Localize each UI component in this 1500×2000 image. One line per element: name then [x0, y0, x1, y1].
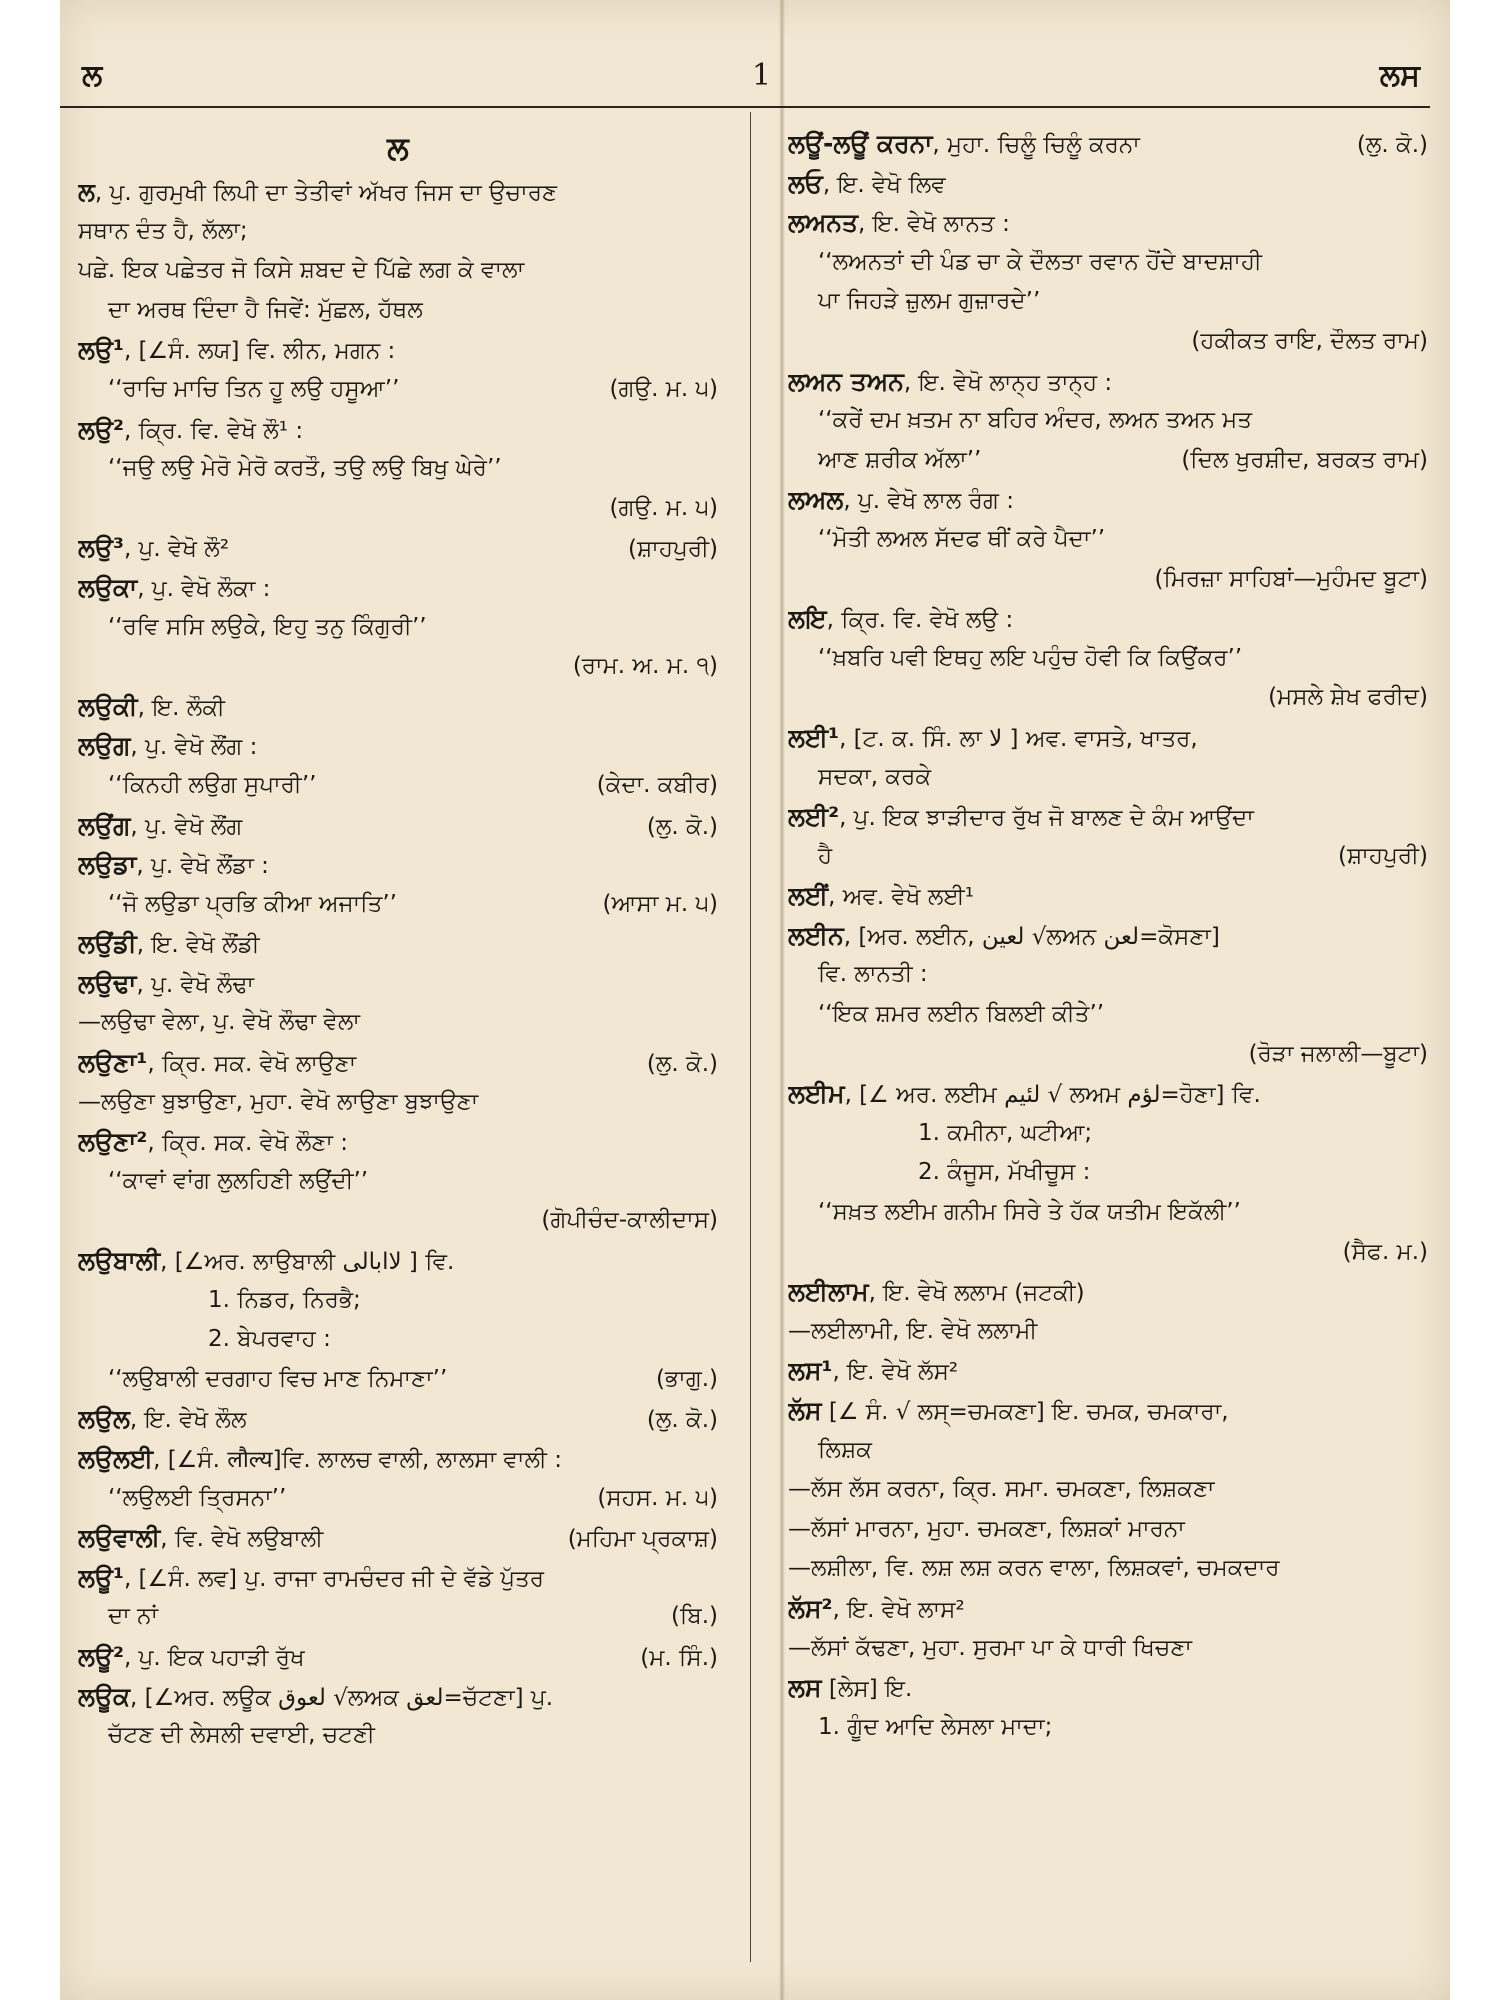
entry-text [78, 924, 260, 966]
entry-line [78, 1043, 718, 1083]
entry-line [78, 647, 718, 687]
source-citation: (ਹਕੀਕਤ ਰਾਇ, ਦੌਲਤ ਰਾਮ) [1191, 327, 1428, 354]
headword: ਲਉਲਈ [78, 1444, 154, 1473]
entry-line [788, 441, 1428, 481]
entry-text [788, 797, 1254, 839]
headword: ਲਉਂਡੀ [78, 929, 137, 959]
entry-text [78, 1241, 454, 1283]
entry-line [78, 489, 718, 529]
headword: ਲਉਕਾ [78, 572, 138, 602]
definition-text: ਦਾ ਅਰਥ ਦਿੰਦਾ ਹੈ ਜਿਵੇਂ: ਮੁੱਛਲ, ਹੱਥਲ [108, 296, 423, 323]
definition-text: , ਪੁ. ਵੇਖੋ ਲਾਲ ਰੰਗ : [843, 488, 1014, 515]
entry-text [78, 1122, 348, 1164]
definition-text: [ਲੇਸ] ਇ. [821, 1676, 913, 1703]
definition-text: , ਪੁ. ਵੇਖੋ ਲੌਢਾ [136, 971, 254, 998]
source-citation: (ਗੋਪੀਚੰਦ-ਕਾਲੀਦਾਸ) [541, 1207, 718, 1234]
headword: ਲਈਂ [788, 881, 829, 911]
entry-line [788, 1549, 1428, 1589]
entry-text [788, 718, 1198, 760]
entry-text [818, 520, 1105, 560]
source-citation: (ਸ਼ਾਹਪੁਰੀ) [1338, 842, 1428, 869]
definition-text: , ਇ. ਵੇਖੋ ਲੌਲ [129, 1407, 247, 1434]
source-citation: (ਮਹਿਮਾ ਪ੍ਰਕਾਸ਼) [567, 1526, 718, 1553]
entry-line [78, 1479, 718, 1519]
column-divider [750, 112, 751, 1962]
definition-text: , ਪੁ. ਵੇਖੋ ਲੌਂਡਾ : [136, 853, 269, 880]
headword: ਲਉਂਗ [78, 810, 131, 840]
entry-text [78, 1518, 323, 1560]
definition-text: , ਕ੍ਰਿ. ਵਿ. ਵੇਖੋ ਲਉ : [826, 607, 1014, 634]
headword: ਲਅਲ [788, 485, 844, 515]
entry-text [78, 726, 257, 768]
entry-line [788, 243, 1428, 283]
entry-line [788, 401, 1428, 441]
definition-text: ਸਦਕਾ, ਕਰਕੇ [818, 763, 932, 790]
entry-line [788, 124, 1428, 164]
entry-text [818, 1431, 872, 1471]
headword: ਲਸ¹ [788, 1356, 833, 1386]
entry-text [788, 164, 946, 206]
entry-text [818, 441, 981, 481]
definition-text: ‘‘ਲਉਲਈ ਤ੍ਰਿਸਨਾ’’ [108, 1484, 287, 1511]
definition-text: ‘‘ਲਅਨਤਾਂ ਦੀ ਪੰਡ ਚਾ ਕੇ ਦੌਲਤਾ ਰਵਾਨ ਹੋਂਦੇ ਬਾਦਸ਼ਾਹੀ [818, 248, 1262, 275]
definition-text: ‘‘ਜਉ ਲਉ ਮੇਰੋ ਮੇਰੋ ਕਰਤੌ, ਤਉ ਲਉ ਬਿਖੁ ਘੇਰੇ’’ [108, 455, 502, 482]
entry-line [78, 726, 718, 766]
entry-line [788, 1114, 1428, 1154]
entry-text [78, 964, 254, 1006]
entry-line [788, 995, 1428, 1035]
source-citation: (ਦਿਲ ਖੁਰਸ਼ੀਦ, ਬਰਕਤ ਰਾਮ) [1181, 446, 1428, 473]
entry-text [788, 1668, 912, 1710]
entry-text [818, 243, 1262, 283]
entry-text [818, 401, 1252, 441]
source-citation: (ਕੇਦਾ. ਕਬੀਰ) [596, 771, 718, 798]
entry-line [78, 370, 718, 410]
entry-line [78, 1122, 718, 1162]
definition-text: 1. ਕਮੀਨਾ, ਘਟੀਆ; [918, 1119, 1093, 1146]
entry-line [78, 806, 718, 846]
entry-line [78, 212, 718, 252]
entry-text [78, 1003, 360, 1043]
entry-line [788, 955, 1428, 995]
headword: ਲਉਗ [78, 731, 131, 761]
entry-text [108, 1716, 375, 1756]
definition-text: , ਇ. ਲੌਕੀ [137, 694, 225, 721]
definition-text: , ਕ੍ਰਿ. ਸਕ. ਵੇਖੋ ਲਾਉਣਾ [147, 1051, 357, 1078]
entry-text [78, 330, 395, 372]
definition-text: ‘‘ਰਾਚਿ ਮਾਚਿ ਤਿਨ ਹੂ ਲਉ ਹਸੂਆ’’ [108, 375, 400, 402]
definition-text: ਪਾ ਜਿਹੜੇ ਜ਼ੁਲਮ ਗੁਜ਼ਾਰਦੇ’’ [818, 288, 1041, 315]
headword: ਲਊਕ [78, 1681, 131, 1711]
entry-line [78, 1003, 718, 1043]
definition-text: ‘‘ਲਉਬਾਲੀ ਦਰਗਾਹ ਵਿਚ ਮਾਣ ਨਿਮਾਣਾ’’ [108, 1365, 448, 1392]
entry-line [788, 203, 1428, 243]
entry-line [78, 687, 718, 727]
definition-text: ‘‘ਇਕ ਸ਼ਮਰ ਲਈਨ ਬਿਲਈ ਕੀਤੇ’’ [818, 1001, 1105, 1028]
entry-text [78, 1043, 356, 1085]
headword: ਲਸ [788, 1673, 822, 1703]
definition-text: , [∠ ਅਰ. ਲਈਮ لئیم √ ਲਅਮ لؤم=ਹੋਣਾ] ਵਿ. [844, 1082, 1261, 1109]
entry-line [78, 924, 718, 964]
entry-line [78, 1597, 718, 1637]
headword: ਲਉ¹ [78, 335, 124, 365]
entry-line [78, 251, 718, 291]
entry-text [818, 1193, 1241, 1233]
definition-text: ਹੈ [818, 842, 833, 869]
entry-line [788, 1510, 1428, 1550]
definition-text: , ਪੁ. ਇਕ ਪਹਾੜੀ ਰੁੱਖ [123, 1644, 305, 1671]
entry-text [78, 212, 248, 252]
entry-text [818, 758, 931, 798]
entry-text [78, 1677, 553, 1719]
entry-text [788, 1470, 1215, 1510]
entry-line [78, 1360, 718, 1400]
definition-text: , ਇ. ਵੇਖੋ ਲੌਂਡੀ [136, 932, 260, 959]
definition-text: —ਲਉਢਾ ਵੇਲਾ, ਪੁ. ਵੇਖੋ ਲੌਢਾ ਵੇਲਾ [78, 1009, 360, 1036]
definition-text: , [ਅਰ. ਲਈਨ, لعین √ਲਅਨ لعن=ਕੋਸਣਾ] [843, 923, 1220, 950]
entry-line [78, 1320, 718, 1360]
headword: ਲਈ¹ [788, 722, 840, 752]
headword: ਲਈਲਾਮ [788, 1277, 869, 1307]
entry-line [788, 758, 1428, 798]
running-head-right: ਲਸ [1379, 58, 1420, 93]
source-citation: (ਸਹਸ. ਮ. ੫) [597, 1484, 718, 1511]
definition-text: ‘‘ਖ਼ਬਰਿ ਪਵੀ ਇਥਹੁ ਲਇ ਪਹੁੰਚ ਹੋਵੀ ਕਿ ਕਿਉਂਕਰ’’ [818, 644, 1243, 671]
source-citation: (ਸ਼ਾਹਪੁਰੀ) [628, 536, 718, 563]
entry-line [78, 608, 718, 648]
entry-line [788, 560, 1428, 600]
headword: ਲਅਨ ਤਅਨ [788, 366, 904, 396]
definition-text: , [∠ਸੰ. लौल्य]ਵਿ. ਲਾਲਚ ਵਾਲੀ, ਲਾਲਸਾ ਵਾਲੀ : [153, 1447, 562, 1473]
entry-text [818, 282, 1040, 322]
entry-line [78, 449, 718, 489]
entry-text [788, 1312, 1037, 1352]
entry-text [788, 1272, 1085, 1314]
entry-text [108, 1479, 286, 1519]
entry-text [788, 1629, 1192, 1669]
headword: ਲਊ² [78, 1641, 124, 1671]
left-column [78, 124, 718, 1984]
entry-line [78, 1637, 718, 1677]
entry-line [78, 845, 718, 885]
definition-text: 1. ਨਿਡਰ, ਨਿਰਭੈ; [208, 1286, 361, 1313]
entry-text [108, 291, 423, 331]
definition-text: ‘‘ਕਰੇਂ ਦਮ ਖ਼ਤਮ ਨਾ ਬਹਿਰ ਅੰਦਰ, ਲਅਨ ਤਅਨ ਮਤ [818, 407, 1253, 434]
entry-text [78, 528, 229, 570]
entry-text [788, 480, 1014, 522]
entry-line [788, 282, 1428, 322]
headword: ਲਈ² [788, 802, 840, 832]
definition-text: , ਇ. ਵੇਖੋ ਲਾਨ੍ਹ ਤਾਨ੍ਹ : [903, 369, 1113, 396]
entry-text [78, 410, 303, 452]
entry-text [788, 124, 1140, 166]
definition-text: 1. ਗੂੰਦ ਆਦਿ ਲੇਸਲਾ ਮਾਦਾ; [818, 1713, 1053, 1740]
entry-line [788, 1351, 1428, 1391]
definition-text: , ਵਿ. ਵੇਖੋ ਲਉਬਾਲੀ [160, 1526, 324, 1553]
definition-text: , ਪੁ. ਗੁਰਮੁਖੀ ਲਿਪੀ ਦਾ ਤੇਤੀਵਾਂ ਅੱਖਰ ਜਿਸ ਦਾ ਉਚਾਰਣ [94, 180, 557, 206]
entry-line [788, 1589, 1428, 1629]
entry-line [788, 480, 1428, 520]
entry-line [78, 1558, 718, 1598]
definition-text: ‘‘ਕਿਨਹੀ ਲਉਗ ਸੁਪਾਰੀ’’ [108, 771, 317, 798]
definition-text: , ਕ੍ਰਿ. ਵਿ. ਵੇਖੋ ਲੌ¹ : [123, 417, 304, 444]
entry-line [78, 1083, 718, 1123]
entry-line [78, 1716, 718, 1756]
source-citation: (ਬਿ.) [670, 1603, 718, 1630]
definition-text: , ਪੁ. ਵੇਖੋ ਲੌ² [123, 536, 230, 563]
definition-text: —ਲੱਸਾਂ ਮਾਰਨਾ, ਮੁਹਾ. ਚਮਕਣਾ, ਲਿਸ਼ਕਾਂ ਮਾਰਨਾ [788, 1515, 1185, 1542]
right-column [788, 124, 1428, 1984]
page-number: 1 [752, 58, 772, 93]
entry-text [818, 955, 928, 995]
definition-text: ‘‘ਕਾਵਾਂ ਵਾਂਗ ਲੁਲਹਿਣੀ ਲਉਂਦੀ’’ [108, 1167, 369, 1194]
entry-line [78, 172, 718, 212]
entry-line [788, 678, 1428, 718]
entry-text [788, 362, 1112, 404]
entry-line [78, 1241, 718, 1281]
headword: ਲਉਣਾ¹ [78, 1048, 148, 1078]
headword: ਲ [78, 177, 95, 206]
entry-text [788, 916, 1220, 958]
entry-text [818, 639, 1242, 679]
entry-line [788, 1470, 1428, 1510]
definition-text: ‘‘ਮੋਤੀ ਲਅਲ ਸੱਦਫ ਥੀਂ ਕਰੇ ਪੈਦਾ’’ [818, 525, 1106, 552]
entry-text [108, 370, 399, 410]
definition-text: ਦਾ ਨਾਂ [108, 1603, 158, 1630]
entry-line [78, 964, 718, 1004]
entry-line [78, 1677, 718, 1717]
definition-text: —ਲਈਲਾਮੀ, ਇ. ਵੇਖੋ ਲਲਾਮੀ [788, 1317, 1038, 1344]
entry-text [788, 203, 1010, 245]
entry-text [108, 608, 427, 648]
headword: ਲਈਨ [788, 920, 844, 950]
source-citation: (ਗਉ. ਮ. ੫) [609, 494, 718, 521]
entry-text [108, 1597, 158, 1637]
definition-text: —ਲਉਣਾ ਬੁਝਾਉਣਾ, ਮੁਹਾ. ਵੇਖੋ ਲਾਉਣਾ ਬੁਝਾਉਣਾ [78, 1088, 479, 1115]
definition-text: ‘‘ਜੋ ਲਉਡਾ ਪ੍ਰਭਿ ਕੀਆ ਅਜਾਤਿ’’ [108, 890, 397, 917]
entry-line [788, 1035, 1428, 1075]
entry-line [78, 410, 718, 450]
entry-text [208, 1281, 361, 1321]
entry-text [918, 1153, 1090, 1193]
entry-text [108, 1162, 368, 1202]
entry-line [78, 330, 718, 370]
entry-text [78, 1637, 305, 1679]
definition-text: —ਲੱਸ ਲੱਸ ਕਰਨਾ, ਕ੍ਰਿ. ਸਮਾ. ਚਮਕਣਾ, ਲਿਸ਼ਕਣਾ [788, 1476, 1215, 1503]
definition-text: , [∠ਅਰ. ਲਾਉਬਾਲੀ لاابالی ] ਵਿ. [160, 1249, 455, 1276]
headword: ਲਉਣਾ² [78, 1127, 148, 1157]
definition-text: , ਅਵ. ਵੇਖੋ ਲਈ¹ [828, 884, 974, 911]
source-citation: (ਲੁ. ਕੋ.) [1356, 132, 1428, 158]
entry-line [788, 797, 1428, 837]
entry-line [78, 568, 718, 608]
definition-text: ਚੱਟਣ ਦੀ ਲੇਸਲੀ ਦਵਾਈ, ਚਟਣੀ [108, 1722, 375, 1749]
entry-line [788, 164, 1428, 204]
source-citation: (ਮ. ਸਿੰ.) [640, 1644, 718, 1671]
source-citation: (ਮਸਲੇ ਸ਼ੇਖ ਫਰੀਦ) [1268, 684, 1428, 711]
source-citation: (ਮਿਰਜ਼ਾ ਸਾਹਿਬਾਂ—ਮੁਹੰਮਦ ਬੂਟਾ) [1154, 565, 1428, 592]
entry-line [78, 766, 718, 806]
entry-text [78, 1083, 478, 1123]
entry-text [788, 1549, 1280, 1589]
entry-line [788, 1272, 1428, 1312]
running-head-left: ਲ [82, 58, 103, 93]
source-citation: (ਰੋੜਾ ਜਲਾਲੀ—ਬੂਟਾ) [1248, 1040, 1428, 1067]
entry-line [78, 528, 718, 568]
entry-text [108, 1360, 447, 1400]
definition-text: —ਲਸ਼ੀਲਾ, ਵਿ. ਲਸ਼ ਲਸ਼ ਕਰਨ ਵਾਲਾ, ਲਿਸ਼ਕਵਾਂ, ਚਮਕਦਾਰ [788, 1555, 1280, 1582]
definition-text: , ਪੁ. ਵੇਖੋ ਲੌਕਾ : [137, 575, 271, 602]
entry-line [78, 1399, 718, 1439]
entry-line [788, 1153, 1428, 1193]
definition-text: , [∠ਸੰ. ਲਵ] ਪੁ. ਰਾਜਾ ਰਾਮਚੰਦਰ ਜੀ ਦੇ ਵੱਡੇ ਪੁੱਤਰ [123, 1565, 545, 1592]
entry-line [78, 1201, 718, 1241]
entry-line [788, 1074, 1428, 1114]
entry-text [788, 599, 1013, 641]
entry-line [788, 362, 1428, 402]
entry-text [788, 1074, 1261, 1116]
entry-line [788, 718, 1428, 758]
headword: ਲਇ [788, 604, 827, 634]
entry-text [78, 687, 225, 729]
letter-section-title: ਲ [387, 129, 409, 167]
definition-text: , ਪੁ. ਵੇਖੋ ਲੌਂਗ : [130, 734, 258, 761]
source-citation: (ਲੁ. ਕੋ.) [646, 1407, 718, 1434]
definition-text: , ਮੁਹਾ. ਚਿਲੂੰ ਚਿਲੂੰ ਕਰਨਾ [932, 132, 1140, 158]
entry-text [78, 251, 524, 291]
definition-text: , [∠ਸੰ. ਲਯ] ਵਿ. ਲੀਨ, ਮਗਨ : [123, 338, 396, 365]
headword: ਲਉਢਾ [78, 968, 137, 998]
definition-text: , ਪੁ. ਵੇਖੋ ਲੌਂਗ [130, 813, 243, 840]
headword: ਲਓ [788, 168, 823, 198]
definition-text: , ਇ. ਵੇਖੋ ਲਿਵ [822, 171, 946, 198]
entry-text [818, 1708, 1052, 1748]
definition-text: 2. ਬੇਪਰਵਾਹ : [208, 1326, 331, 1353]
entry-text [78, 845, 269, 887]
headword: ਲੱਸ² [788, 1593, 833, 1623]
entry-text [788, 1589, 965, 1631]
entry-line [78, 1162, 718, 1202]
definition-text: , [ਟ. ਕ. ਸਿੰ. ਲਾ لا ] ਅਵ. ਵਾਸਤੇ, ਖਾਤਰ, [839, 725, 1198, 752]
source-citation: (ਆਸਾ ਮ. ੫) [602, 890, 718, 917]
entry-text [78, 806, 242, 848]
headword: ਲਈਮ [788, 1079, 845, 1109]
entry-line [788, 1233, 1428, 1273]
entry-line [788, 1312, 1428, 1352]
definition-text: ‘‘ਰਵਿ ਸਸਿ ਲਉਕੇ, ਇਹੁ ਤਨੁ ਕਿੰਗੁਰੀ’’ [108, 613, 427, 640]
entry-text [78, 568, 270, 610]
headword: ਲਉਕੀ [78, 691, 138, 721]
entry-text [208, 1320, 331, 1360]
source-citation: (ਲੁ. ਕੋ.) [646, 1051, 718, 1078]
entry-text [788, 1351, 958, 1393]
entry-line [78, 1518, 718, 1558]
definition-text: , ਇ. ਵੇਖੋ ਲਾਨਤ : [858, 211, 1010, 238]
header-rule [60, 106, 1430, 108]
source-citation: (ਲੁ. ਕੋ.) [646, 813, 718, 840]
entry-line [788, 639, 1428, 679]
entry-line [788, 1431, 1428, 1471]
entry-line [788, 837, 1428, 877]
entry-text [788, 1510, 1185, 1550]
entry-line [788, 1629, 1428, 1669]
headword: ਲਉਲ [78, 1404, 130, 1434]
headword: ਲੱਸ [788, 1396, 822, 1425]
definition-text: [∠ ਸੰ. √ ਲਸ੍=ਚਮਕਣਾ] ਇ. ਚਮਕ, ਚਮਕਾਰਾ, [821, 1399, 1229, 1425]
headword: ਲਉ³ [78, 533, 124, 563]
entry-line [78, 1439, 718, 1479]
entry-line [788, 876, 1428, 916]
entry-line [788, 1391, 1428, 1431]
definition-text: , ਕ੍ਰਿ. ਸਕ. ਵੇਖੋ ਲੌਣਾ : [147, 1130, 349, 1157]
entry-text [818, 837, 832, 877]
headword: ਲਊਂ-ਲਊਂ ਕਰਨਾ [788, 129, 933, 158]
headword: ਲਉਬਾਲੀ [78, 1246, 161, 1276]
source-citation: (ਗਉ. ਮ. ੫) [609, 375, 718, 402]
definition-text: ਸਥਾਨ ਦੰਤ ਹੈ, ਲੱਲਾ; [78, 217, 248, 244]
source-citation: (ਸੈਫ. ਮ.) [1342, 1238, 1428, 1265]
source-citation: (ਰਾਮ. ਅ. ਮ. ੧) [572, 653, 718, 680]
definition-text: , [∠ਅਰ. ਲਊਕ لعوق √ਲਅਕ لعق=ਚੱਟਣਾ] ਪੁ. [130, 1684, 554, 1711]
entry-line [788, 322, 1428, 362]
entry-text [918, 1114, 1092, 1154]
entry-text [78, 1399, 247, 1441]
definition-text: , ਇ. ਵੇਖੋ ਲਾਸ² [832, 1596, 965, 1623]
entry-text [788, 876, 974, 918]
definition-text: ਪਛੇ. ਇਕ ਪਛੇਤਰ ਜੋ ਕਿਸੇ ਸ਼ਬਦ ਦੇ ਪਿੱਛੇ ਲਗ ਕੇ ਵਾਲਾ [78, 257, 525, 284]
entry-line [78, 885, 718, 925]
entry-line [788, 520, 1428, 560]
definition-text: ‘‘ਸਖ਼ਤ ਲਈਮ ਗਨੀਮ ਸਿਰੇ ਤੇ ਹੱਕ ਯਤੀਮ ਇਕੱਲੀ’’ [818, 1199, 1241, 1226]
entry-text [788, 1391, 1229, 1433]
definition-text: ਲਿਸ਼ਕ [818, 1436, 872, 1463]
definition-text: 2. ਕੰਜੂਸ, ਮੱਖੀਚੂਸ : [918, 1159, 1091, 1186]
entry-text [818, 995, 1104, 1035]
headword: ਲਊ¹ [78, 1562, 124, 1592]
entry-text [78, 1439, 562, 1481]
headword: ਲਉਡਾ [78, 850, 137, 880]
entry-text [108, 766, 316, 806]
entry-line [788, 599, 1428, 639]
definition-text: ਵਿ. ਲਾਨਤੀ : [818, 961, 928, 988]
entry-text [108, 449, 502, 489]
entry-line [78, 291, 718, 331]
definition-text: —ਲੱਸਾਂ ਕੱਢਣਾ, ਮੁਹਾ. ਸੁਰਮਾ ਪਾ ਕੇ ਧਾਰੀ ਖਿਚਣਾ [788, 1634, 1192, 1661]
entry-text [78, 172, 557, 214]
definition-text: , ਇ. ਵੇਖੋ ਲੱਸ² [832, 1359, 959, 1386]
entry-line [788, 916, 1428, 956]
headword: ਲਉ² [78, 414, 124, 444]
entry-text [108, 885, 397, 925]
headword: ਲਅਨਤ [788, 208, 859, 238]
definition-text: ਆਣ ਸ਼ਰੀਕ ਅੱਲਾ’’ [818, 446, 982, 473]
source-citation: (ਭਾਗੁ.) [656, 1365, 718, 1392]
entry-line [788, 1193, 1428, 1233]
entry-line [78, 1281, 718, 1321]
definition-text: , ਪੁ. ਇਕ ਝਾੜੀਦਾਰ ਰੁੱਖ ਜੋ ਬਾਲਣ ਦੇ ਕੰਮ ਆਉਂਦਾ [839, 805, 1254, 832]
entry-line [788, 1668, 1428, 1708]
book-gutter [779, 0, 785, 2000]
definition-text: , ਇ. ਵੇਖੋ ਲਲਾਮ (ਜਟਕੀ) [868, 1280, 1085, 1307]
entry-text [78, 1558, 544, 1600]
entry-line [788, 1708, 1428, 1748]
headword: ਲਉਵਾਲੀ [78, 1523, 161, 1553]
